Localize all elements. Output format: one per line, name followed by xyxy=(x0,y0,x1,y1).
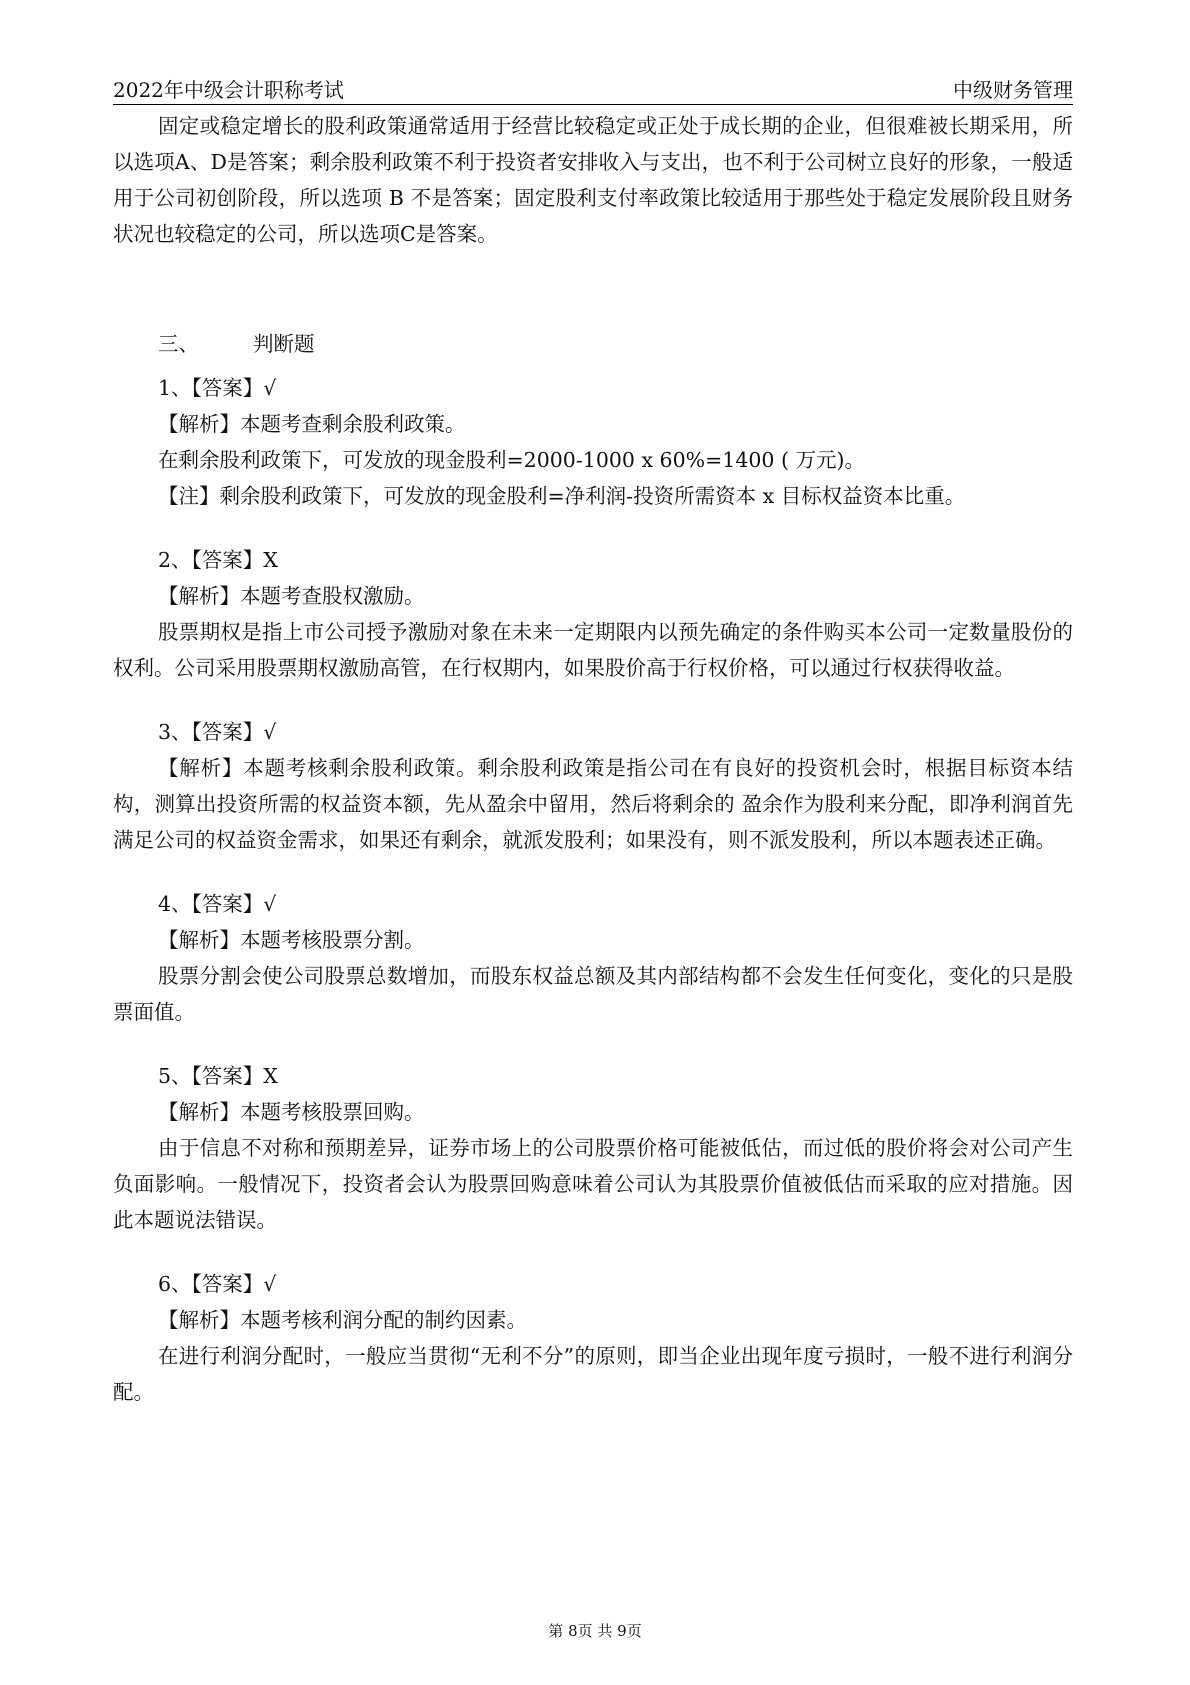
question-answer: 2、【答案】X xyxy=(158,548,278,572)
page-footer: 第 8页 共 9页 xyxy=(548,1622,642,1640)
question-answer: 6、【答案】√ xyxy=(158,1272,277,1296)
question-answer: 3、【答案】√ xyxy=(158,720,277,744)
question-explanation: 股票分割会使公司股票总数增加，而股东权益总额及其内部结构都不会发生任何变化，变化的只是股票面值。 xyxy=(113,964,1073,1024)
question-answer: 4、【答案】√ xyxy=(158,892,277,916)
question-item xyxy=(113,542,1073,686)
question-item xyxy=(113,886,1073,1030)
section-number: 三、 xyxy=(158,332,199,356)
question-answer: 5、【答案】X xyxy=(158,1064,278,1088)
page-header xyxy=(113,76,1073,105)
question-analysis: 【解析】本题考核利润分配的制约因素。 xyxy=(158,1308,527,1332)
header-subject: 中级财务管理 xyxy=(953,78,1073,102)
question-explanation: 股票期权是指上市公司授予激励对象在未来一定期限内以预先确定的条件购买本公司一定数量股份的权利。公司采用股票期权激励高管，在行权期内，如果股价高于行权价格，可以通过行权获得收益。 xyxy=(113,620,1073,680)
header-exam-title: 2022年中级会计职称考试 xyxy=(113,78,344,102)
question-analysis: 【解析】本题考核剩余股利政策。剩余股利政策是指公司在有良好的投资机会时，根据目标资本结构，测算出投资所需的权益资本额，先从盈余中留用，然后将剩余的 盈余作为股利来分配，即净利润首先满足公司的权益资金需求，如果还有剩余，就派发股利；如果没有，则不派发股利，所以本题表述正确。 xyxy=(113,756,1073,852)
question-item xyxy=(113,1266,1073,1410)
question-item xyxy=(113,370,1073,514)
question-analysis: 【解析】本题考核股票分割。 xyxy=(158,928,425,952)
question-note: 【注】剩余股利政策下，可发放的现金股利=净利润-投资所需资本 x 目标权益资本比重。 xyxy=(158,484,966,508)
question-list xyxy=(113,370,1073,1410)
question-analysis: 【解析】本题考查剩余股利政策。 xyxy=(158,412,466,436)
section-title: 判断题 xyxy=(253,332,315,356)
question-item xyxy=(113,1058,1073,1238)
section-heading xyxy=(113,326,1073,362)
question-explanation: 由于信息不对称和预期差异，证券市场上的公司股票价格可能被低估，而过低的股价将会对公司产生负面影响。一般情况下，投资者会认为股票回购意味着公司认为其股票价值被低估而采取的应对措施。因此本题说法错误。 xyxy=(113,1136,1073,1232)
page-content xyxy=(113,108,1073,1410)
question-analysis: 【解析】本题考核股票回购。 xyxy=(158,1100,425,1124)
question-explanation: 在进行利润分配时，一般应当贯彻“无利不分”的原则，即当企业出现年度亏损时，一般不进行利润分配。 xyxy=(113,1344,1073,1404)
question-item xyxy=(113,714,1073,858)
question-explanation: 在剩余股利政策下，可发放的现金股利=2000-1000 x 60%=1400 ( 万元)。 xyxy=(158,448,865,472)
question-analysis: 【解析】本题考查股权激励。 xyxy=(158,584,425,608)
intro-paragraph: 固定或稳定增长的股利政策通常适用于经营比较稳定或正处于成长期的企业，但很难被长期采用，所以选项A、D是答案；剩余股利政策不利于投资者安排收入与支出，也不利于公司树立良好的形象，一般适用于公司初创阶段，所以选项 B 不是答案；固定股利支付率政策比较适用于那些处于稳定发展阶段且财务状况也较稳定的公司，所以选项C是答案。 xyxy=(113,114,1073,246)
question-answer: 1、【答案】√ xyxy=(158,376,277,400)
